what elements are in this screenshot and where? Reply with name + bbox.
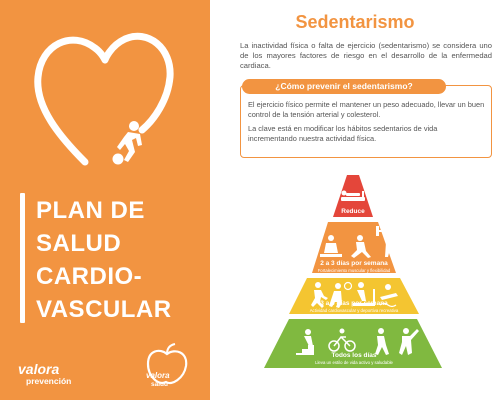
title-line: SALUD <box>36 230 122 257</box>
title-line: PLAN DE <box>36 197 145 224</box>
prevent-paragraph: El ejercicio físico permite el mantener un peso adecuado, llevar un buen control de la tensión arterial y colesterol. <box>248 100 485 119</box>
plan-title <box>36 194 206 326</box>
prevent-heading: ¿Cómo prevenir el sedentarismo? <box>242 79 446 94</box>
apple-icon <box>142 340 192 390</box>
tier-sub: Fortalecimiento muscular y flexibilidad <box>317 268 391 273</box>
soccer-player-icon <box>108 120 158 170</box>
intro-paragraph: La inactividad física o falta de ejercicio (sedentarismo) se considera uno de los mayores factores de riesgo en el desarrollo de la enfermedad cardiaca. <box>240 41 492 70</box>
svg-text:salud: salud <box>151 381 168 388</box>
tier-sub: Lleva un estilo de vida activo y saludable <box>315 360 393 365</box>
title-accent-bar <box>20 193 25 323</box>
title-line: CARDIO- <box>36 263 143 290</box>
activity-pyramid <box>210 165 500 400</box>
right-panel <box>210 0 500 400</box>
tier-label: Todos los días <box>331 352 377 359</box>
tier-label: 2 a 3 días por semana <box>320 260 388 267</box>
svg-text:valora: valora <box>146 371 170 380</box>
prevent-paragraph: La clave está en modificar los hábitos sedentarios de vida incrementando nuestra actividad física. <box>248 124 438 143</box>
title-line: VASCULAR <box>36 296 172 323</box>
tier-sub: Sedentarismo <box>339 217 367 222</box>
left-panel <box>0 0 210 400</box>
section-title: Sedentarismo <box>295 12 415 32</box>
tier-label: 3 a 5 días por semana <box>320 300 388 307</box>
valora-prevencion-logo: valora prevención <box>18 361 72 386</box>
tier-sub: Actividad cardiovascular y deportiva recreativa <box>309 308 399 313</box>
prevent-text <box>248 100 486 148</box>
tier-label: Reduce <box>341 208 365 215</box>
